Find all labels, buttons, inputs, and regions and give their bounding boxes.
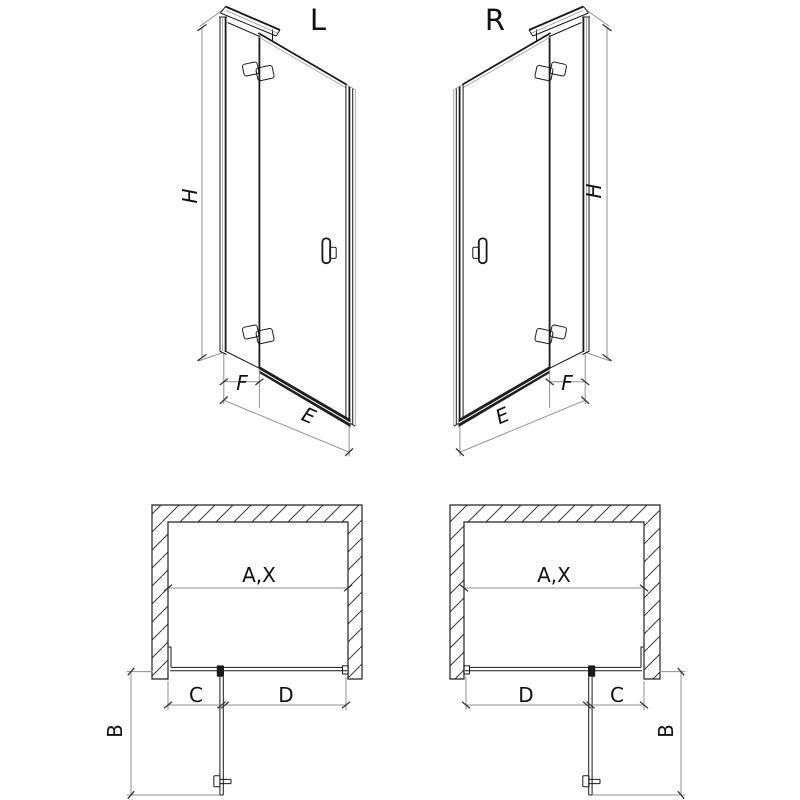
label-door-width-left: E xyxy=(298,402,320,430)
label-fixed-width-left: F xyxy=(236,371,248,395)
plan-left-walls xyxy=(152,505,362,679)
label-height-right: H xyxy=(582,183,606,199)
plan-right-walls xyxy=(450,505,660,679)
label-door-projection-right: B xyxy=(654,724,678,738)
label-fixed-section-right: C xyxy=(610,683,624,707)
label-height-left: H xyxy=(178,188,202,204)
elevation-right xyxy=(454,7,612,457)
label-door-projection-left: B xyxy=(103,724,127,738)
label-fixed-section-left: C xyxy=(189,683,203,707)
label-opening-width-left: A,X xyxy=(242,563,276,587)
label-variant-right: R xyxy=(484,3,506,37)
label-fixed-width-right: F xyxy=(561,371,573,395)
label-opening-width-right: A,X xyxy=(537,563,571,587)
door-handle-plan-left xyxy=(214,776,231,787)
door-handle-plan-right xyxy=(583,776,600,787)
label-variant-left: L xyxy=(309,3,327,37)
label-door-section-right: D xyxy=(518,683,534,707)
label-door-width-right: E xyxy=(491,402,513,430)
elevation-left xyxy=(198,7,356,457)
label-door-section-left: D xyxy=(278,683,294,707)
